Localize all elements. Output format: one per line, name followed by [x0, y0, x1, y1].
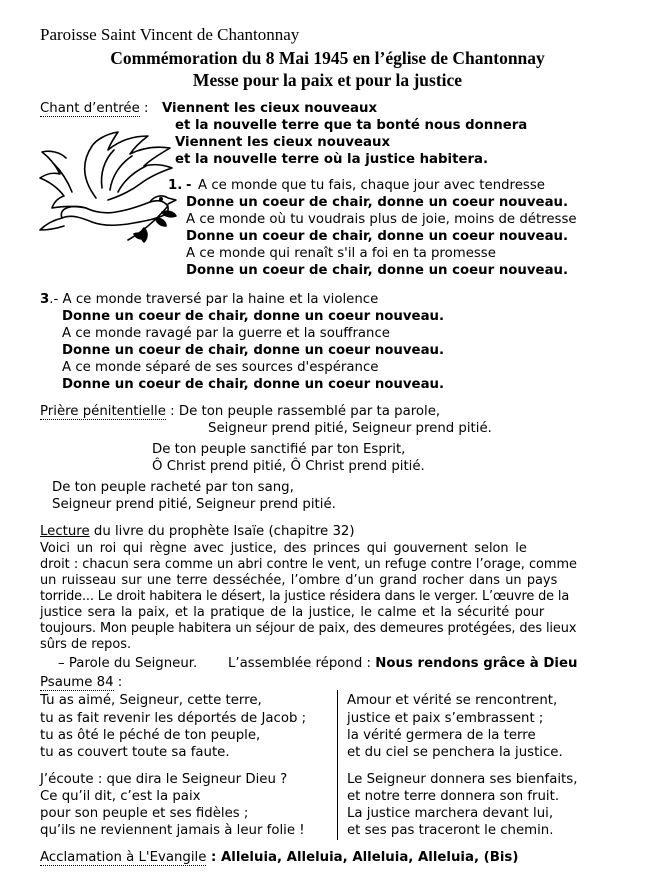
- page-title: Commémoration du 8 Mai 1945 en l’église de Chantonnay: [110, 48, 545, 68]
- reading-line: droit : chacun sera comme un abri contre le vent, un refuge contre l’orage, comme: [40, 557, 577, 572]
- psalm-line: tu as ôté le péché de ton peuple,: [40, 728, 261, 743]
- psalm-line: qu’ils ne reviennent jamais à leur folie !: [40, 823, 305, 838]
- verse-prefix: .-: [49, 292, 63, 307]
- reading-line: un ruisseau sur une terre desséchée, l’ombre d’un grand rocher dans un pays: [40, 573, 558, 588]
- reading-line: torride... Le droit habitera le désert, la justice résidera dans le verger. L’œuvre de la: [40, 589, 570, 604]
- reading-line: sûrs de repos.: [40, 637, 132, 652]
- verse-line: Donne un coeur de chair, donne un coeur nouveau.: [186, 263, 569, 278]
- psalm-line: et ses pas traceront le chemin.: [347, 823, 554, 838]
- refrain-line: et la nouvelle terre que ta bonté nous donnera: [175, 118, 528, 133]
- verse-line: Donne un coeur de chair, donne un coeur nouveau.: [62, 377, 445, 392]
- refrain-line: et la nouvelle terre où la justice habitera.: [175, 152, 489, 167]
- psalm-line: Tu as aimé, Seigneur, cette terre,: [40, 693, 262, 708]
- reading-label: Lecture: [40, 524, 90, 539]
- penitential-sep: :: [165, 404, 179, 419]
- refrain-line: Viennent les cieux nouveaux: [162, 101, 378, 116]
- psalm-label: Psaume 84: [40, 675, 114, 690]
- verse-line: A ce monde traversé par la haine et la violence: [62, 292, 379, 307]
- verse-line: Donne un coeur de chair, donne un coeur nouveau.: [62, 309, 445, 324]
- penitential-line: De ton peuple sanctifié par ton Esprit,: [152, 442, 406, 457]
- psalm-sep: :: [113, 675, 123, 690]
- reading-conclusion: – Parole du Seigneur.: [58, 656, 198, 671]
- dove-illustration: [36, 128, 188, 248]
- psalm-line: La justice marchera devant lui,: [347, 806, 554, 821]
- verse-line: A ce monde qui renaît s'il a foi en ta promesse: [186, 246, 496, 261]
- reading-title: du livre du prophète Isaïe (chapitre 32): [89, 524, 355, 539]
- psalm-line: pour son peuple et ses fidèles ;: [40, 806, 249, 821]
- verse-line: A ce monde que tu fais, chaque jour avec tendresse: [198, 178, 545, 193]
- verse-dash: -: [186, 178, 192, 193]
- parish-name: Paroisse Saint Vincent de Chantonnay: [40, 25, 300, 44]
- reading-line: toujours. Mon peuple habitera un séjour de paix, des demeures protégées, des lieux: [40, 621, 577, 636]
- psalm-line: justice et paix s’embrassent ;: [347, 711, 544, 726]
- verse-line: Donne un coeur de chair, donne un coeur nouveau.: [186, 195, 569, 210]
- psalm-line: et du ciel se penchera la justice.: [347, 745, 563, 760]
- penitential-line: De ton peuple rassemblé par ta parole,: [178, 404, 441, 419]
- response-label: L’assemblée répond :: [228, 656, 376, 671]
- psalm-line: tu as couvert toute sa faute.: [40, 745, 230, 760]
- verse-number: 1.: [168, 178, 183, 193]
- penitential-line: De ton peuple racheté par ton sang,: [52, 480, 294, 495]
- verse-line: A ce monde séparé de ses sources d'espérance: [62, 360, 379, 375]
- reading-heading: [40, 523, 355, 540]
- verse-line: Donne un coeur de chair, donne un coeur nouveau.: [186, 229, 569, 244]
- reading-line: Voici un roi qui règne avec justice, des princes qui gouvernent selon le: [40, 541, 527, 556]
- acclamation-label: Acclamation à L'Evangile: [40, 850, 207, 865]
- psalm-line: J’écoute : que dira le Seigneur Dieu ?: [40, 772, 288, 787]
- psalm-line: la vérité germera de la terre: [347, 728, 536, 743]
- psalm-line: Amour et vérité se rencontrent,: [347, 693, 558, 708]
- psalm-line: tu as fait revenir les déportés de Jacob ;: [40, 711, 307, 726]
- psalm-line: Le Seigneur donnera ses bienfaits,: [347, 772, 578, 787]
- entry-label: Chant d’entrée: [40, 101, 140, 116]
- psalm-line: Ce qu’il dit, c’est la paix: [40, 789, 201, 804]
- page-subtitle: Messe pour la paix et pour la justice: [192, 70, 463, 90]
- verse-line: Donne un coeur de chair, donne un coeur nouveau.: [62, 343, 445, 358]
- acclamation: [40, 849, 518, 866]
- penitential-line: Ô Christ prend pitié, Ô Christ prend pitié.: [152, 459, 425, 474]
- entry-heading: [40, 100, 148, 117]
- verse-line: A ce monde où tu voudrais plus de joie, moins de détresse: [186, 212, 577, 227]
- response-text: Nous rendons grâce à Dieu: [375, 656, 578, 671]
- penitential-line: Seigneur prend pitié, Seigneur prend pitié.: [208, 421, 492, 436]
- psalm-line: et notre terre donnera son fruit.: [347, 789, 560, 804]
- penitential-label: Prière pénitentielle: [40, 404, 166, 419]
- acclamation-text: Alleluia, Alleluia, Alleluia, Alleluia, (Bis): [221, 850, 519, 865]
- penitential-line: Seigneur prend pitié, Seigneur prend pitié.: [52, 497, 336, 512]
- verse-line: A ce monde ravagé par la guerre et la souffrance: [62, 326, 390, 341]
- psalm-column-divider: [337, 690, 338, 840]
- refrain-line: Viennent les cieux nouveaux: [175, 135, 391, 150]
- psalm-heading: [40, 674, 122, 691]
- acclamation-sep: :: [206, 850, 221, 865]
- verse-number: 3: [40, 292, 50, 307]
- verse3-first-line: [40, 291, 378, 308]
- reading-response: [228, 655, 577, 672]
- entry-sep: :: [139, 101, 149, 116]
- penitential-heading: [40, 403, 440, 420]
- reading-line: justice sera la paix, et la pratique de la justice, le calme et la sécurité pour: [40, 605, 545, 620]
